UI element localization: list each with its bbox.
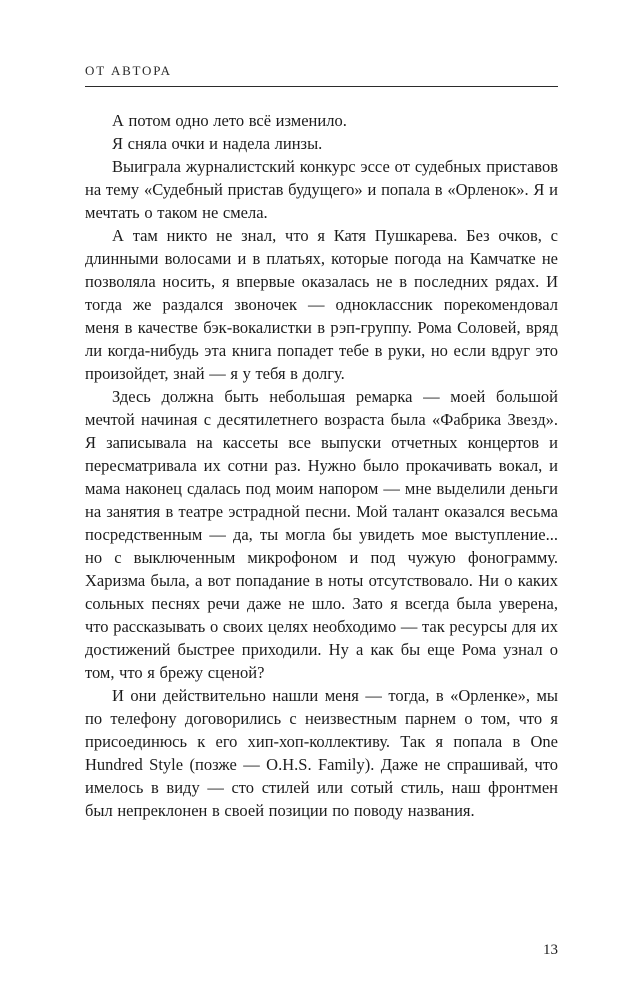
page-body [85, 109, 558, 822]
paragraph: Я сняла очки и надела линзы. [112, 134, 323, 153]
paragraph: А там никто не знал, что я Катя Пушкарева. Без очков, с длинными волосами и в платьях, которые погода на Камчатке не позволяла носить, я впервые оказалась не в последних рядах. И тогда же раздался звоночек — одноклассник порекомендовал меня в качестве бэк-вокалистки в рэп-группу. Рома Соловей, вряд ли когда-нибудь эта книга попадет тебе в руки, но если вдруг это произойдет, знай — я у тебя в долгу. [85, 226, 558, 383]
paragraph: И они действительно нашли меня — тогда, в «Орленке», мы по телефону договорились с неизвестным парнем о том, что я присоединюсь к его хип-хоп-коллективу. Так я попала в One Hundred Style (позже — O.H.S. Family). Даже не спрашивай, что имелось в виду — сто стилей или сотый стиль, наш фронтмен был непреклонен в своей позиции по поводу названия. [85, 686, 558, 820]
running-head: ОТ АВТОРА [85, 63, 172, 78]
paragraph: А потом одно лето всё изменило. [112, 111, 347, 130]
header-rule [85, 86, 558, 87]
page-number: 13 [543, 942, 558, 958]
page-footer [543, 941, 558, 959]
page-header [85, 63, 558, 87]
paragraph: Здесь должна быть небольшая ремарка — моей большой мечтой начиная с десятилетнего возраста была «Фабрика Звезд». Я записывала на кассеты все выпуски отчетных концертов и пересматривала их сотни раз. Нужно было прокачивать вокал, и мама наконец сдалась под моим напором — мне выделили деньги на занятия в театре эстрадной песни. Мой талант оказался весьма посредственным — да, ты могла бы увидеть мое выступление... но с выключенным микрофоном и под чужую фонограмму. Харизма была, а вот попадание в ноты отсутствовало. Ни о каких сольных песнях речи даже не шло. Зато я всегда была уверена, что рассказывать о своих целях необходимо — так ресурсы для их достижений быстрее приходили. Ну а как бы еще Рома узнал о том, что я брежу сценой? [85, 387, 558, 682]
paragraph: Выиграла журналистский конкурс эссе от судебных приставов на тему «Судебный пристав будущего» и попала в «Орленок». Я и мечтать о таком не смела. [85, 157, 558, 222]
